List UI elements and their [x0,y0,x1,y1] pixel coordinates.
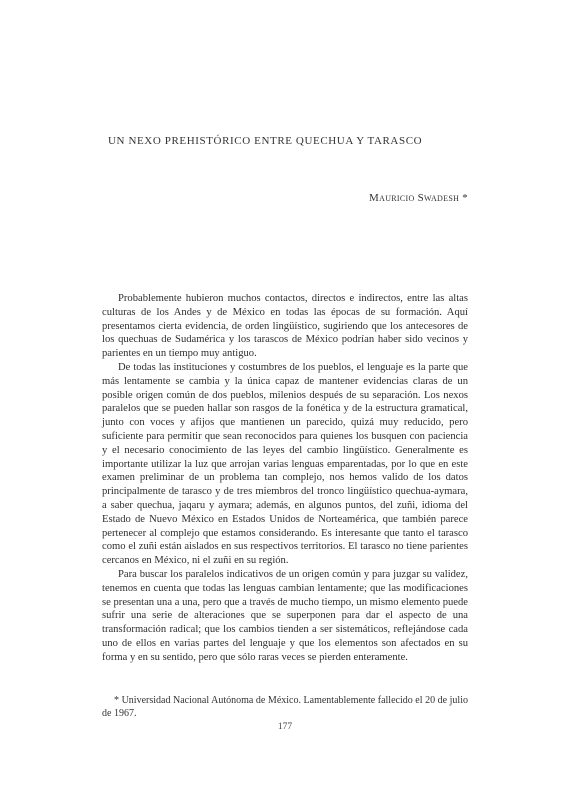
article-author: Mauricio Swadesh * [369,192,468,204]
paragraph: De todas las instituciones y costumbres de los pueblos, el lenguaje es la parte que más lentamente se cambia y la única capaz de mantener evidencias claras de un posible origen común de dos pueblos, milenios después de su separación. Los nexos paralelos que se pueden hallar son rasgos de la fonética y de la estructura gramatical, junto con voces y afijos que mantienen un parecido, quizá muy reducido, pero suficiente para permitir que sean reconocidos para quienes los busquen con paciencia y el necesario conocimiento de las leyes del cambio lingüístico. Generalmente es importante utilizar la luz que arrojan varias lenguas emparentadas, por lo que en este examen preliminar de un problema tan complejo, nos hemos valido de los datos principalmente de tarasco y de tres miembros del tronco lingüístico quechua-aymara, a saber quechua, jaqaru y aymara; además, en algunos puntos, del zuñi, idioma del Estado de Nuevo México en Estados Unidos de Norteamérica, que también parece pertenecer al complejo que estamos considerando. Es interesante que tanto el tarasco como el zuñi están aislados en sus respectivos territorios. El tarasco no tiene parientes cercanos en México, ni el zuñi en su región. [102,361,468,567]
article-body [102,292,468,665]
paragraph: Para buscar los paralelos indicativos de un origen común y para juzgar su validez, tenemos en cuenta que todas las lenguas cambian lentamente; que las modificaciones se presentan una a una, pero que a través de mucho tiempo, un mismo elemento puede sufrir una serie de alteraciones que se superponen para dar el aspecto de una transformación radical; que los cambios tienden a ser sistemáticos, reflejándose cada uno de ellos en varias partes del lenguaje y que los elementos son afectados en su forma y en su sentido, pero que sólo raras veces se pierden enteramente. [102,568,468,663]
paragraph: Probablemente hubieron muchos contactos, directos e indirectos, entre las altas culturas de los Andes y de México en todas las épocas de su formación. Aquí presentamos cierta evidencia, de orden lingüístico, sugiriendo que los antecesores de los quechuas de Sudamérica y los tarascos de México podrían haber sido vecinos y parientes en un tiempo muy antiguo. [102,293,468,360]
footnote: * Universidad Nacional Autónoma de México. Lamentablemente fallecido el 20 de julio de 1967. [102,695,468,719]
page-number: 177 [277,722,293,732]
article-title: UN NEXO PREHISTÓRICO ENTRE QUECHUA Y TARASCO [108,135,423,147]
